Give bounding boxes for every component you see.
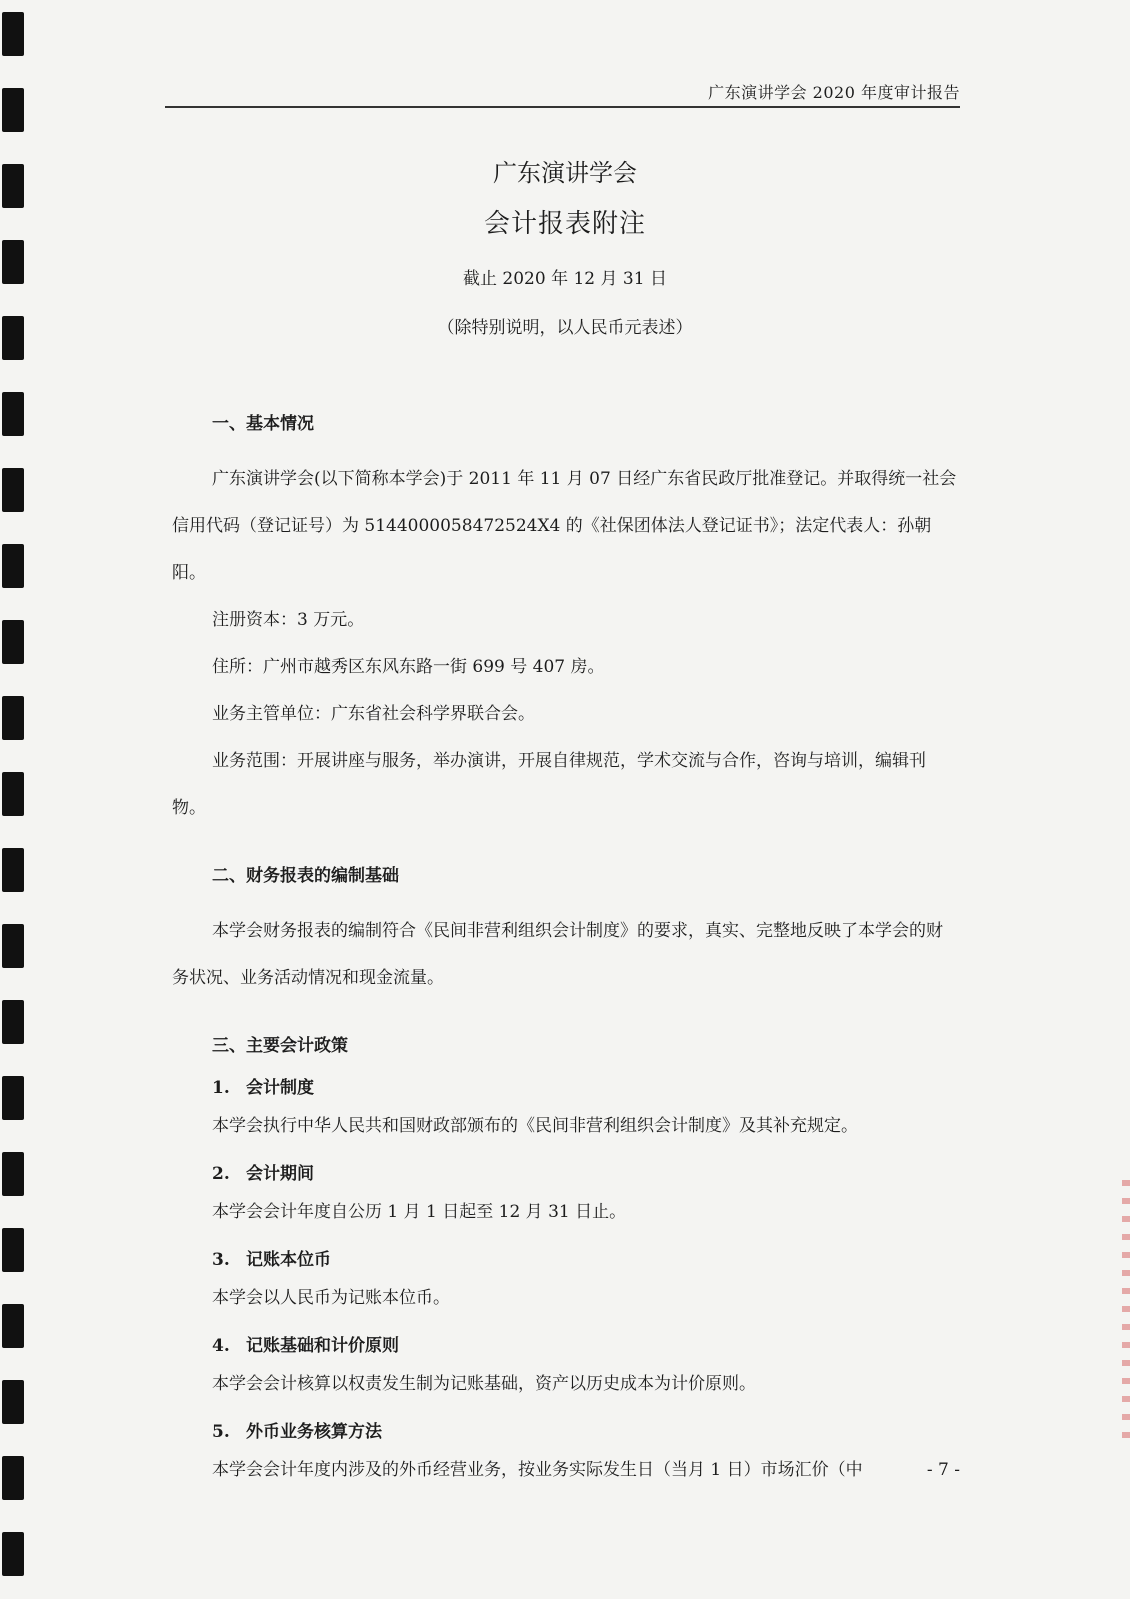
binding-hole bbox=[2, 1532, 24, 1576]
section-heading-policies: 三、主要会计政策 bbox=[212, 1036, 348, 1056]
policy-text: 本学会以人民币为记账本位币。 bbox=[212, 1288, 450, 1308]
paragraph-registration: 广东演讲学会(以下简称本学会)于 2011 年 11 月 07 日经广东省民政厅批准登记。并取得统一社会信用代码（登记证号）为 5144000058472524X4 的《社保团体法人登记证书》；法定代表人：孙朝阳。 bbox=[172, 469, 957, 583]
binding-hole bbox=[2, 88, 24, 132]
policy-text: 本学会会计核算以权责发生制为记账基础，资产以历史成本为计价原则。 bbox=[212, 1374, 756, 1394]
binding-hole bbox=[2, 468, 24, 512]
binding-hole bbox=[2, 924, 24, 968]
policy-number: 1. bbox=[212, 1078, 230, 1098]
binding-hole bbox=[2, 1304, 24, 1348]
binding-hole bbox=[2, 1152, 24, 1196]
running-header: 广东演讲学会 2020 年度审计报告 bbox=[708, 83, 960, 102]
org-title: 广东演讲学会 bbox=[493, 159, 637, 187]
binding-hole bbox=[2, 772, 24, 816]
binding-hole bbox=[2, 1380, 24, 1424]
policy-title: 外币业务核算方法 bbox=[246, 1422, 382, 1442]
policy-item bbox=[172, 1414, 958, 1490]
page-number: - 7 - bbox=[926, 1460, 960, 1480]
binding-hole bbox=[2, 1000, 24, 1044]
policy-number: 3. bbox=[212, 1250, 230, 1270]
section-heading-basic-info: 一、基本情况 bbox=[212, 414, 314, 434]
policy-number: 5. bbox=[212, 1422, 230, 1442]
binding-hole bbox=[2, 696, 24, 740]
policy-title: 会计制度 bbox=[246, 1078, 314, 1098]
header-rule bbox=[165, 106, 960, 108]
paragraph-registered-capital: 注册资本：3 万元。 bbox=[212, 610, 365, 630]
report-date: 截止 2020 年 12 月 31 日 bbox=[463, 269, 667, 289]
section-heading-basis: 二、财务报表的编制基础 bbox=[212, 866, 399, 886]
binding-hole bbox=[2, 392, 24, 436]
binding-hole bbox=[2, 620, 24, 664]
policy-item bbox=[172, 1156, 958, 1232]
policy-title: 记账本位币 bbox=[246, 1250, 331, 1270]
binding-hole bbox=[2, 1076, 24, 1120]
notes-body bbox=[172, 408, 958, 1500]
policy-number: 2. bbox=[212, 1164, 230, 1184]
binding-hole bbox=[2, 1456, 24, 1500]
policy-number: 4. bbox=[212, 1336, 230, 1356]
currency-note: （除特别说明，以人民币元表述） bbox=[437, 318, 693, 338]
seal-stamp-edge bbox=[1122, 1180, 1130, 1450]
policy-item bbox=[172, 1070, 958, 1146]
paragraph-basis: 本学会财务报表的编制符合《民间非营利组织会计制度》的要求，真实、完整地反映了本学会的财务状况、业务活动情况和现金流量。 bbox=[172, 921, 943, 988]
binding-hole bbox=[2, 848, 24, 892]
paragraph-business-scope: 业务范围：开展讲座与服务，举办演讲，开展自律规范，学术交流与合作，咨询与培训，编辑刊物。 bbox=[172, 751, 926, 818]
document-title: 会计报表附注 bbox=[483, 209, 646, 239]
binding-hole bbox=[2, 1228, 24, 1272]
paragraph-supervisor: 业务主管单位：广东省社会科学界联合会。 bbox=[212, 704, 535, 724]
policy-item bbox=[172, 1242, 958, 1318]
policy-title: 会计期间 bbox=[246, 1164, 314, 1184]
policy-item bbox=[172, 1328, 958, 1404]
policy-title: 记账基础和计价原则 bbox=[246, 1336, 399, 1356]
policy-text: 本学会执行中华人民共和国财政部颁布的《民间非营利组织会计制度》及其补充规定。 bbox=[212, 1116, 858, 1136]
policy-text: 本学会会计年度内涉及的外币经营业务，按业务实际发生日（当月 1 日）市场汇价（中 bbox=[212, 1460, 863, 1480]
binding-hole bbox=[2, 12, 24, 56]
policy-text: 本学会会计年度自公历 1 月 1 日起至 12 月 31 日止。 bbox=[212, 1202, 627, 1222]
binding-hole bbox=[2, 544, 24, 588]
paragraph-address: 住所：广州市越秀区东风东路一街 699 号 407 房。 bbox=[212, 657, 605, 677]
